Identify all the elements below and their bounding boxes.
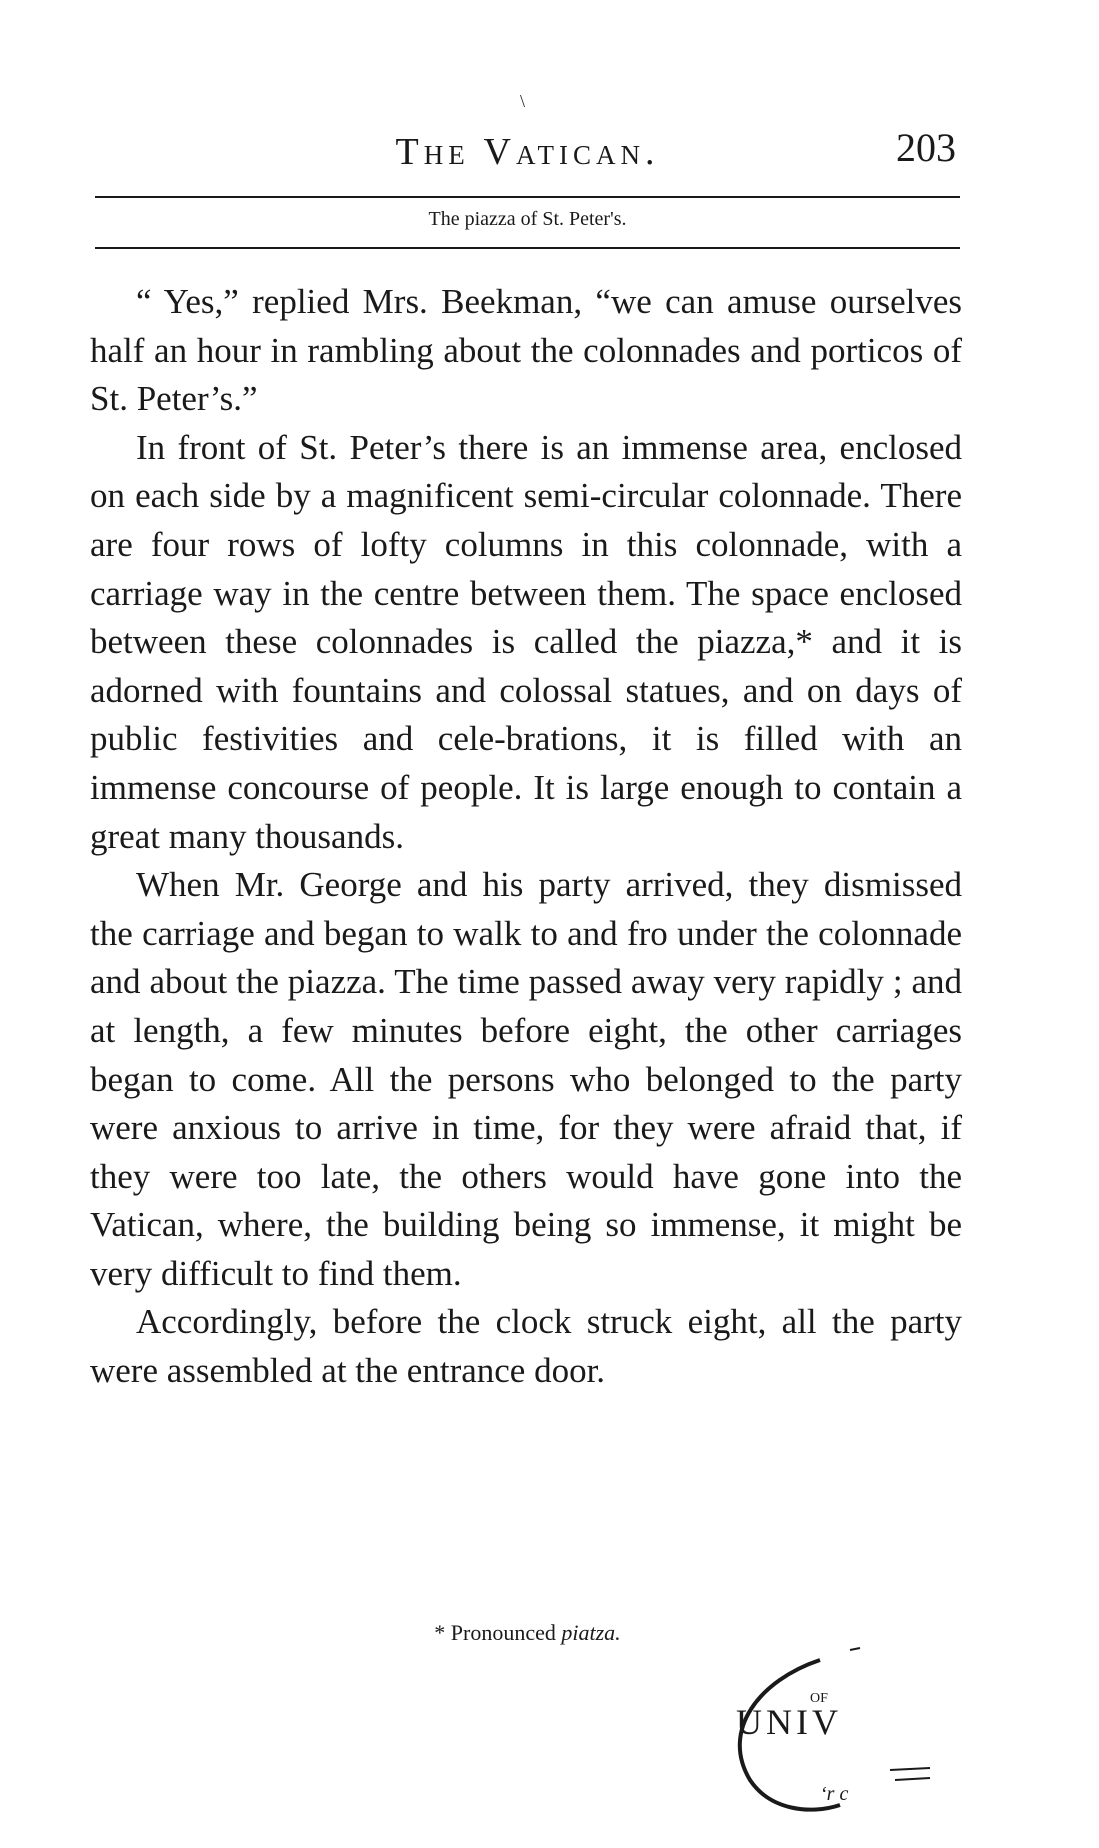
page-number: 203 [896,125,956,170]
paragraph-4: Accordingly, before the clock struck eight, all the party were assembled at the entrance door. [90,1302,962,1391]
footnote-marker: * [434,1620,446,1645]
stamp-line-1: OF [810,1691,828,1706]
stamp-line-2: UNIV [736,1702,842,1742]
running-head [95,122,960,182]
running-title-text: The Vatican. [395,131,660,173]
rule-bottom [95,247,960,249]
paragraph-1: “ Yes,” replied Mrs. Beekman, “we can amuse ourselves half an hour in rambling about the colonnades and porticos of St. Peter’s.” [90,282,962,419]
footnote-label: Pronounced [450,1620,556,1645]
printer-mark: \ [520,91,526,111]
rule-top [95,196,960,198]
section-subhead: The piazza of St. Peter's. [428,208,627,230]
paragraph-3: When Mr. George and his party arrived, they dismissed the carriage and began to walk to and fro under the colonnade and about the piazza. The time passed away very rapidly ; and at length, a few minutes before eight, the other carriages began to come. All the persons who belonged to the party were anxious to arrive in time, for they were afraid that, if they were too late, the others would have gone into the Vatican, where, the building being so immense, it might be very difficult to find them. [90,865,962,1293]
library-stamp [700,1620,960,1820]
svg-text:‘r c: ‘r c [820,1783,849,1805]
body-text [90,278,962,1396]
footnote-term: piatza. [561,1620,621,1645]
paragraph-2: In front of St. Peter’s there is an immense area, enclosed on each side by a magnificent semi-circular colonnade. There are four rows of lofty columns in this colonnade, with a carriage way in the centre between them. The space enclosed between these colonnades is called the piazza,* and it is adorned with fountains and colossal statues, and on days of public festivities and cele-brations, it is filled with an immense concourse of people. It is large enough to contain a great many thousands. [90,427,962,856]
running-title [95,130,960,174]
